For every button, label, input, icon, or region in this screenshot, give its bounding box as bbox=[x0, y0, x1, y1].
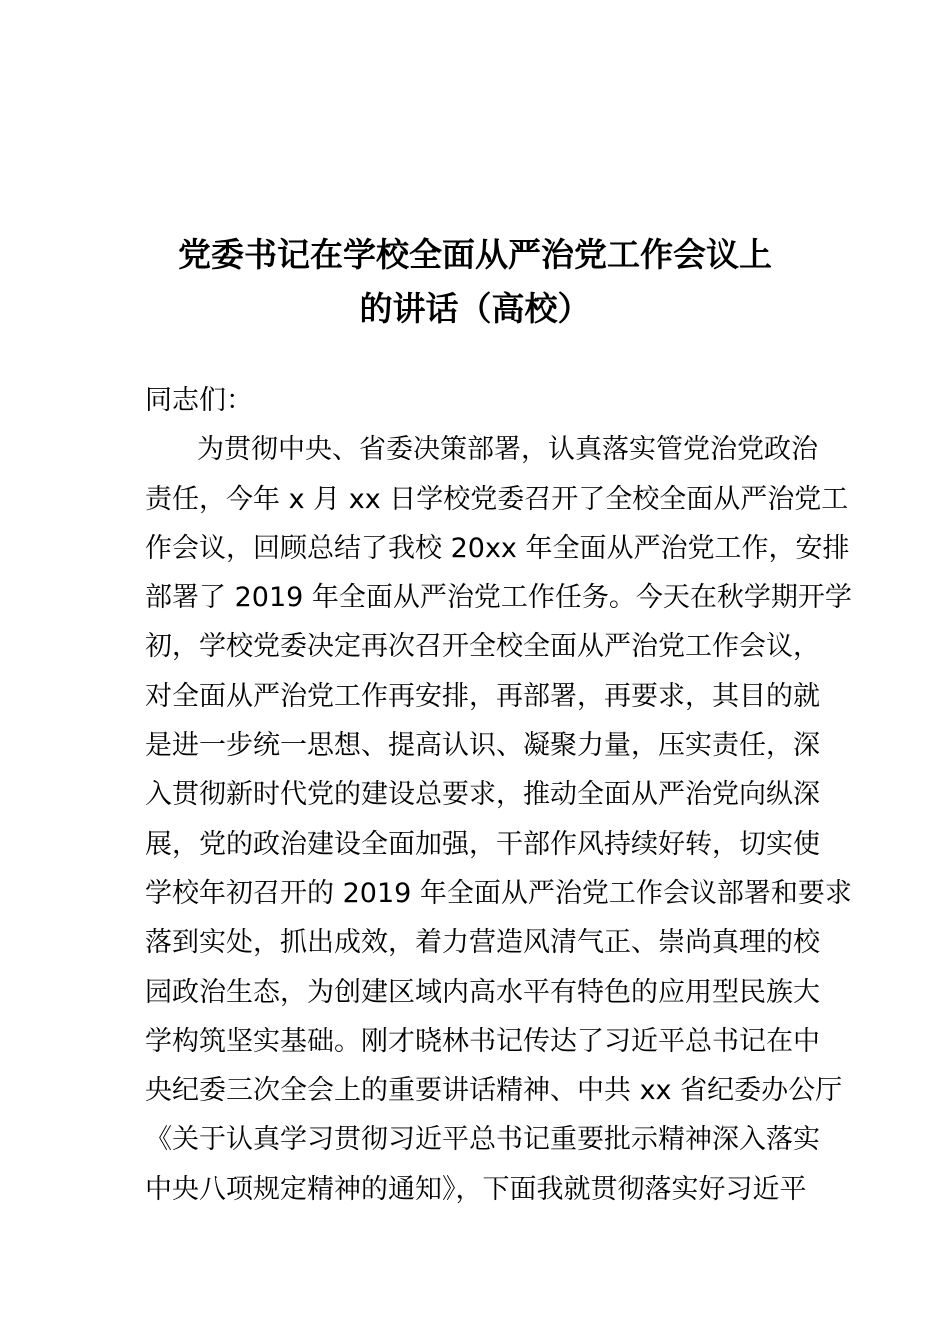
paragraph-line: 入贯彻新时代党的建设总要求，推动全面从严治党向纵深 bbox=[145, 779, 820, 811]
paragraph-line: 作会议，回顾总结了我校 20xx 年全面从严治党工作，安排 bbox=[145, 532, 850, 564]
paragraph-line: 央纪委三次全会上的重要讲话精神、中共 xx 省纪委办公厅 bbox=[145, 1075, 843, 1107]
title-line-2: 的讲话（高校） bbox=[359, 289, 591, 328]
title-line-1: 党委书记在学校全面从严治党工作会议上 bbox=[178, 235, 772, 274]
paragraph-line: 中央八项规定精神的通知》，下面我就贯彻落实好习近平 bbox=[145, 1173, 807, 1205]
paragraph-line: 落到实处，抓出成效，着力营造风清气正、崇尚真理的校 bbox=[145, 927, 820, 959]
document-title bbox=[145, 228, 805, 336]
paragraph-line: 责任，今年 x 月 xx 日学校党委召开了全校全面从严治党工 bbox=[145, 483, 849, 515]
paragraph-line: 《关于认真学习贯彻习近平总书记重要批示精神深入落实 bbox=[145, 1124, 820, 1156]
paragraph-line: 学构筑坚实基础。刚才晓林书记传达了习近平总书记在中 bbox=[145, 1025, 820, 1057]
salutation: 同志们： bbox=[145, 385, 253, 416]
paragraph-line: 园政治生态，为创建区域内高水平有特色的应用型民族大 bbox=[145, 976, 820, 1008]
paragraph-line: 部署了 2019 年全面从严治党工作任务。今天在秋学期开学 bbox=[145, 582, 852, 614]
paragraph-line: 是进一步统一思想、提高认识、凝聚力量，压实责任，深 bbox=[145, 730, 820, 762]
document-body bbox=[145, 376, 852, 1214]
paragraph-line: 学校年初召开的 2019 年全面从严治党工作会议部署和要求 bbox=[145, 877, 852, 909]
paragraph-line: 展，党的政治建设全面加强，干部作风持续好转，切实使 bbox=[145, 828, 820, 860]
paragraph-line: 对全面从严治党工作再安排，再部署，再要求，其目的就 bbox=[145, 680, 820, 712]
paragraph-line: 为贯彻中央、省委决策部署，认真落实管党治党政治 bbox=[197, 434, 818, 466]
paragraph-line: 初，学校党委决定再次召开全校全面从严治党工作会议， bbox=[145, 631, 820, 663]
